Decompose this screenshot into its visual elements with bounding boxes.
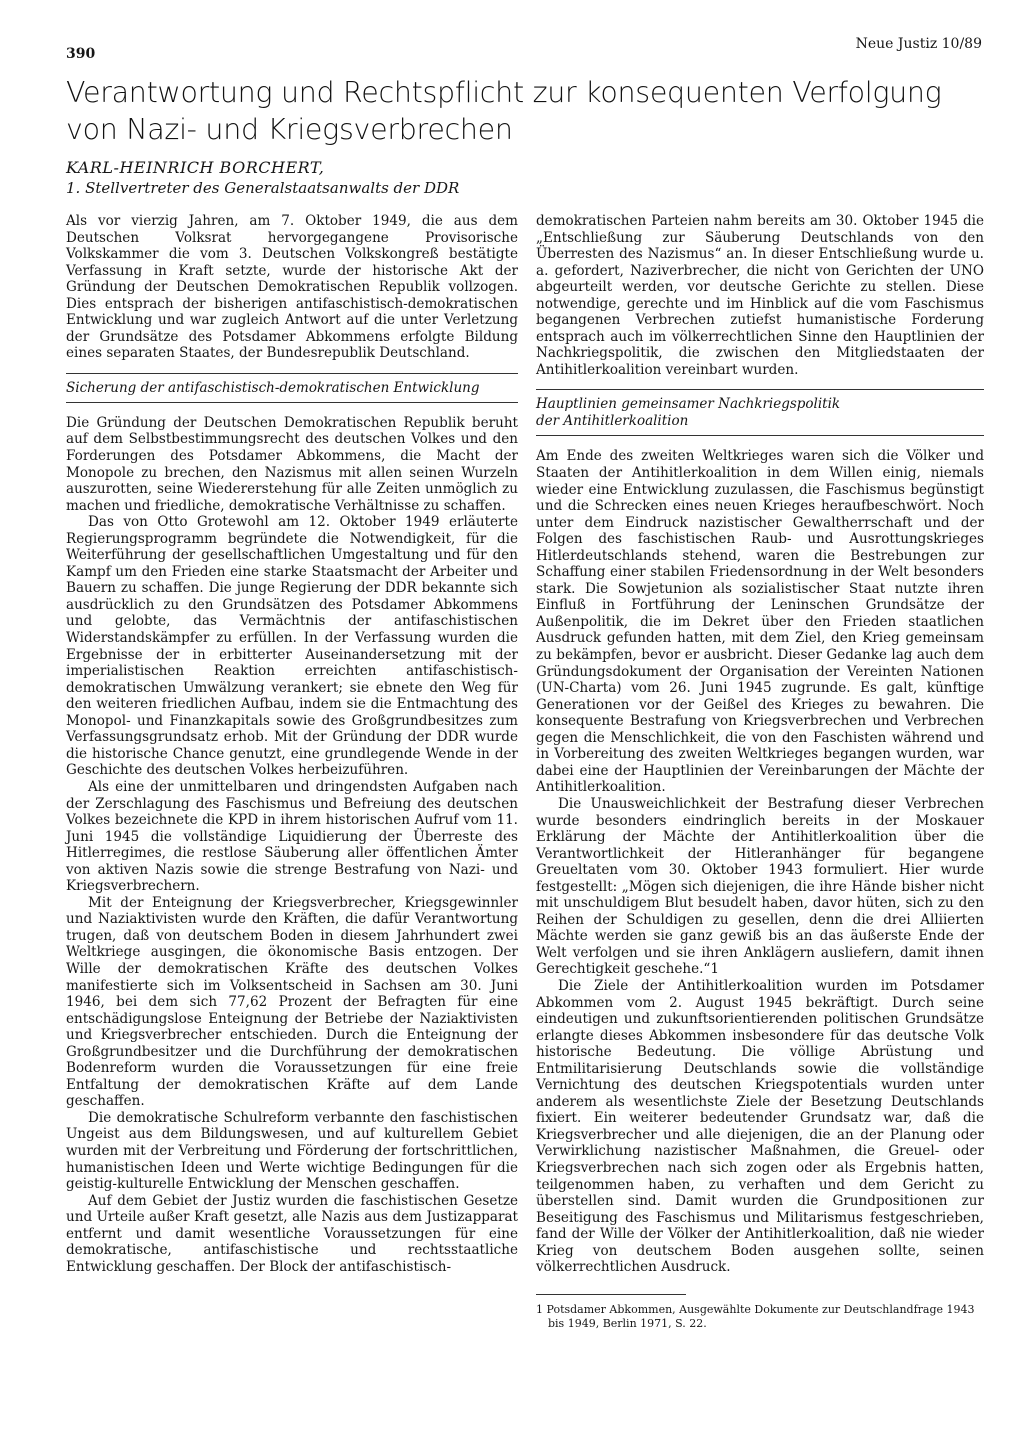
body-paragraph: Die Unausweichlichkeit der Bestrafung dieser Verbrechen wurde besonders eindringlich bereits in der Moskauer Erklärung der Mächte der Antihitlerkoalition über die Verantwortlichkeit der Hitleranhänger für begangene Greueltaten vom 30. Oktober 1943 formuliert. Hier wurde festgestellt: „Mögen sich diejenigen, die ihre Hände bisher nicht mit unschuldigem Blut besudelt haben, davor hüten, sich zu den Reihen der Schuldigen zu gesellen, denn die drei Alliierten Mächte werden sie ganz gewiß bis an das äußerste Ende der Welt verfolgen und sie ihren Anklägern ausliefern, damit ihnen Gerechtigkeit geschehe.“1 <box>536 795 984 978</box>
footnote-divider <box>536 1294 686 1295</box>
page-header <box>66 36 982 62</box>
journal-issue: Neue Justiz 10/89 <box>855 36 982 52</box>
author-role: 1. Stellvertreter des Generalstaatsanwalts der DDR <box>66 179 460 197</box>
body-paragraph: demokratischen Parteien nahm bereits am 30. Oktober 1945 die „Entschließung zur Säuberung Deutschlands von den Überresten des Nazismus“ an. In dieser Entschließung wurde u. a. gefordert, Naziverbrecher, die nicht von Gerichten der UNO abgeurteilt werden, vor deutsche Gerichte zu stellen. Diese notwendige, gerechte und im Hinblick auf die vom Faschismus begangenen Verbrechen zutiefst humanistische Forderung entsprach auch im völkerrechtlichen Sinne den Hauptlinien der Nachkriegspolitik, die zwischen den Mitgliedstaaten der Antihitlerkoalition vereinbart wurden. <box>536 213 984 378</box>
body-paragraph: Mit der Enteignung der Kriegsverbrecher, Kriegsgewinnler und Naziaktivisten wurde den Kräften, die dafür Verantwortung trugen, daß von deutschem Boden in diesem Jahrhundert zwei Weltkriege ausgingen, die ökonomische Basis entzogen. Der Wille der demokratischen Kräfte des deutschen Volkes manifestierte sich im Volksentscheid in Sachsen am 30. Juni 1946, bei dem sich 77,62 Prozent der Befragten für eine entschädigungslose Enteignung der Betriebe der Naziaktivisten und Kriegsverbrecher entschieden. Durch die Enteignung der Großgrundbesitzer und die Durchführung der demokratischen Bodenreform wurden die Voraussetzungen für eine freie Entfaltung der demokratischen Kräfte auf dem Lande geschaffen. <box>66 894 518 1110</box>
section-heading-line-2: der Antihitlerkoalition <box>536 413 689 430</box>
right-column <box>536 213 984 1331</box>
section-heading-line-1: Hauptlinien gemeinsamer Nachkriegspolitik <box>536 396 841 413</box>
author-block <box>66 158 666 198</box>
body-paragraph: Als eine der unmittelbaren und dringendsten Aufgaben nach der Zerschlagung des Faschismus und Befreiung des deutschen Volkes bezeichnete die KPD in ihrem historischen Aufruf vom 11. Juni 1945 die vollständige Liquidierung der Überreste des Hitlerregimes, die restlose Säuberung aller öffentlichen Ämter von aktiven Nazis sowie die strenge Bestrafung von Nazi- und Kriegsverbrechern. <box>66 778 518 895</box>
article-title <box>66 74 982 148</box>
body-paragraph: Am Ende des zweiten Weltkrieges waren sich die Völker und Staaten der Antihitlerkoalition in dem Willen einig, niemals wieder eine Entwicklung zuzulassen, die Faschismus begünstigt und die Schrecken eines neuen Krieges heraufbeschwört. Noch unter dem Eindruck nazistischer Gewaltherrschaft und der Folgen des faschistischen Raub- und Ausrottungskrieges Hitlerdeutschlands stehend, waren die Bestrebungen zur Schaffung einer stabilen Friedensordnung in der Welt besonders stark. Die Sowjetunion als sozialistischer Staat nutzte ihren Einfluß in Fortführung der Leninschen Grundsätze der Außenpolitik, die im Dekret über den Frieden staatlichen Ausdruck gefunden hatten, mit dem Ziel, den Krieg gemeinsam zu bekämpfen, bevor er ausbricht. Dieser Gedanke lag auch dem Gründungsdokument der Organisation der Vereinten Nationen (UN-Charta) vom 26. Juni 1945 zugrunde. Es galt, künftige Generationen vor der Geißel des Krieges zu bewahren. Die konsequente Bestrafung von Kriegsverbrechen und Verbrechen gegen die Menschlichkeit, die von den Faschisten während und in Vorbereitung des zweiten Weltkrieges begangen wurden, war dabei eine der Hauptlinien der Vereinbarungen der Mächte der Antihitlerkoalition. <box>536 448 984 796</box>
page-number: 390 <box>66 46 96 62</box>
author-name: KARL-HEINRICH BORCHERT, <box>66 158 325 177</box>
body-paragraph: Die demokratische Schulreform verbannte den faschistischen Ungeist aus dem Bildungswesen, und auf kulturellem Gebiet wurden mit der Verbreitung und Förderung der fortschrittlichen, humanistischen Ideen und Werte wichtige Bedingungen für die geistig-kulturelle Entwicklung der Menschen geschaffen. <box>66 1109 518 1193</box>
left-column <box>66 213 518 1275</box>
body-paragraph: Das von Otto Grotewohl am 12. Oktober 1949 erläuterte Regierungsprogramm begründete die Notwendigkeit, für die Weiterführung der gesellschaftlichen Umgestaltung und für den Kampf um den Frieden eine starke Staatsmacht der Arbeiter und Bauern zu schaffen. Die junge Regierung der DDR bekannte sich ausdrücklich zu den Grundsätzen des Potsdamer Abkommens und gelobte, das Vermächtnis der antifaschistischen Widerstandskämpfer zu erfüllen. In der Verfassung wurden die Ergebnisse der in erbitterter Auseinandersetzung mit der imperialistischen Reaktion erreichten antifaschistisch-demokratischen Umwälzung verankert; sie ebnete den Weg für den weiteren friedlichen Aufbau, indem sie die Entmachtung des Monopol- und Finanzkapitals sowie des Großgrundbesitzes zum Verfassungsgrundsatz erhob. Mit der Gründung der DDR wurde die historische Chance genutzt, eine grundlegende Wende in der Geschichte des deutschen Volkes herbeizuführen. <box>66 514 518 779</box>
section-heading: Sicherung der antifaschistisch-demokratischen Entwicklung <box>66 373 518 403</box>
footnote: 1 Potsdamer Abkommen, Ausgewählte Dokumente zur Deutschlandfrage 1943 bis 1949, Berlin 1971, S. 22. <box>536 1302 975 1330</box>
body-paragraph: Auf dem Gebiet der Justiz wurden die faschistischen Gesetze und Urteile außer Kraft gesetzt, alle Nazis aus dem Justizapparat entfernt und damit wesentliche Voraussetzungen für eine demokratische, antifaschistische und rechtsstaatliche Entwicklung geschaffen. Der Block der antifaschistisch- <box>66 1192 518 1275</box>
section-heading <box>536 389 984 436</box>
body-paragraph: Die Ziele der Antihitlerkoalition wurden im Potsdamer Abkommen vom 2. August 1945 bekräftigt. Durch seine eindeutigen und zukunftsorientierenden politischen Grundsätze erlangte dieses Abkommen insbesondere für das deutsche Volk historische Bedeutung. Die völlige Abrüstung und Entmilitarisierung Deutschlands sowie die vollständige Vernichtung des deutschen Kriegspotentials wurden unter anderem als wesentlichste Ziele der Besetzung Deutschlands fixiert. Ein weiterer bedeutender Grundsatz war, daß die Kriegsverbrecher und alle diejenigen, die an der Planung oder Verwirklichung nazistischer Maßnahmen, die Greuel- oder Kriegsverbrechen nach sich zogen oder als Ergebnis hatten, teilgenommen haben, zu verhaften und dem Gericht zu überstellen sind. Damit wurden die Grundpositionen zur Beseitigung des Faschismus und Militarismus festgeschrieben, fand der Wille der Völker der Antihitlerkoalition, daß nie wieder Krieg von deutschem Boden ausgehen sollte, seinen völkerrechtlichen Ausdruck. <box>536 977 984 1276</box>
body-paragraph: Die Gründung der Deutschen Demokratischen Republik beruht auf dem Selbstbestimmungsrecht des deutschen Volkes und den Forderungen des Potsdamer Abkommens, die Macht der Monopole zu brechen, den Nazismus mit allen seinen Wurzeln auszurotten, seine Wiedererstehung für alle Zeiten unmöglich zu machen und friedliche, demokratische Verhältnisse zu schaffen. <box>66 414 518 514</box>
article-title-line-2: von Nazi- und Kriegsverbrechen <box>66 113 513 146</box>
article-title-line-1: Verantwortung und Rechtspflicht zur konsequenten Verfolgung <box>66 76 942 109</box>
intro-paragraph: Als vor vierzig Jahren, am 7. Oktober 1949, die aus dem Deutschen Volksrat hervorgegangene Provisorische Volkskammer die vom 3. Deutschen Volkskongreß bestätigte Verfassung in Kraft setzte, wurde der historische Akt der Gründung der Deutschen Demokratischen Republik vollzogen. Dies entsprach der bisherigen antifaschistisch-demokratischen Entwicklung und war zugleich Antwort auf die unter Verletzung der Grundsätze des Potsdamer Abkommens erfolgte Bildung eines separaten Staates, der Bundesrepublik Deutschland. <box>66 213 518 362</box>
